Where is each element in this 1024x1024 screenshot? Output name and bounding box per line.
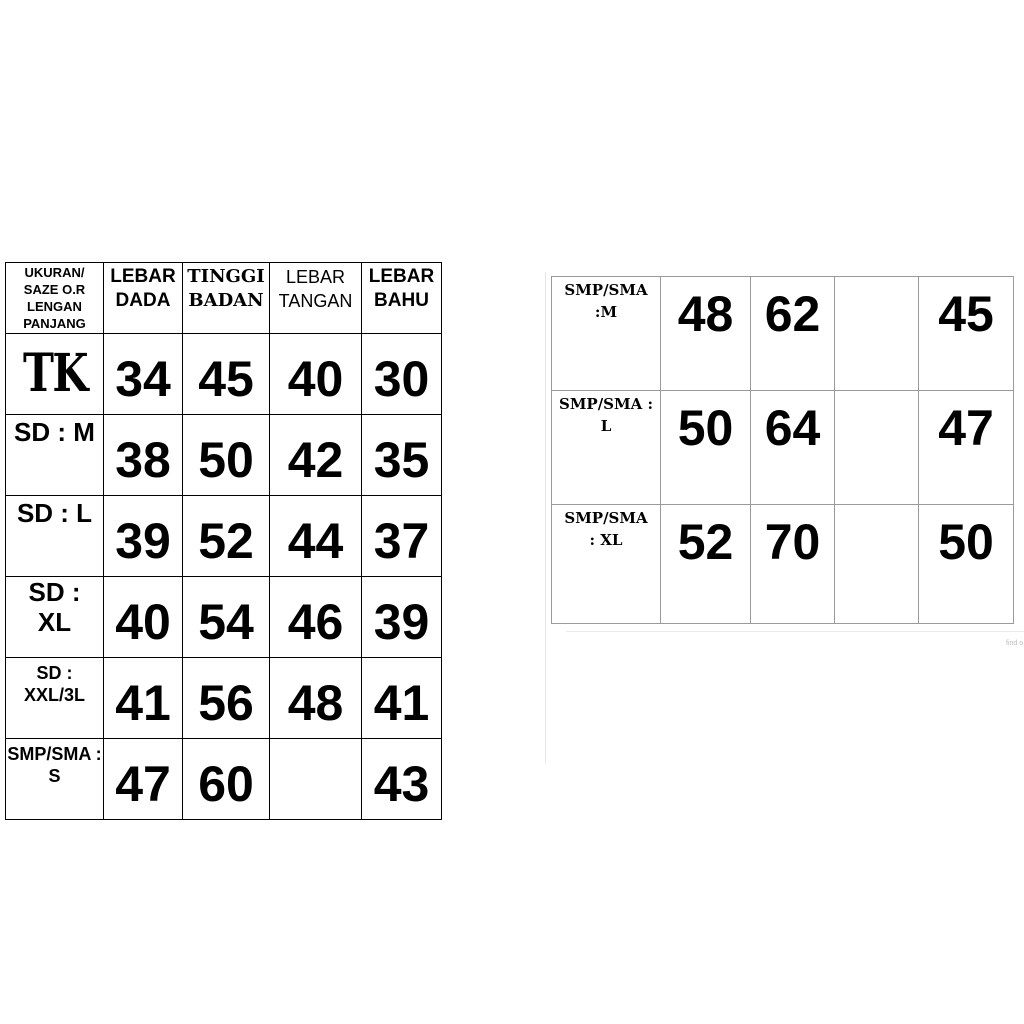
lebar-dada-cell: 47 <box>104 739 183 820</box>
lebar-tangan-cell: 42 <box>270 415 362 496</box>
size-cell: SD : XXL/3L <box>6 658 104 739</box>
size-cell: SD : M <box>6 415 104 496</box>
lebar-dada-cell: 41 <box>104 658 183 739</box>
size-label: TK <box>22 343 87 404</box>
table-row <box>6 658 442 739</box>
tinggi-badan-cell: 50 <box>183 415 270 496</box>
lebar-dada-cell: 38 <box>104 415 183 496</box>
table-row <box>552 391 1014 505</box>
tinggi-badan-cell: 45 <box>183 334 270 415</box>
lebar-tangan-cell: 46 <box>270 577 362 658</box>
watermark: find o <box>1006 640 1024 647</box>
size-cell: SMP/SMA :M <box>552 277 661 391</box>
size-chart-table-right <box>551 276 1014 624</box>
lebar-bahu-cell: 30 <box>362 334 442 415</box>
size-cell: SD : XL <box>6 577 104 658</box>
lebar-dada-cell: 39 <box>104 496 183 577</box>
size-cell <box>6 334 104 415</box>
lebar-dada-cell: 34 <box>104 334 183 415</box>
table-row <box>6 496 442 577</box>
lebar-dada-cell: 52 <box>661 505 751 624</box>
table-header-row <box>6 263 442 334</box>
size-cell: SMP/SMA : XL <box>552 505 661 624</box>
lebar-bahu-cell: 39 <box>362 577 442 658</box>
divider <box>545 272 546 764</box>
lebar-tangan-cell <box>835 391 919 505</box>
header-size: UKURAN/ SAZE O.R LENGAN PANJANG <box>6 263 104 334</box>
lebar-bahu-cell: 37 <box>362 496 442 577</box>
size-cell: SMP/SMA : S <box>6 739 104 820</box>
table-row <box>6 415 442 496</box>
tinggi-badan-cell: 62 <box>751 277 835 391</box>
header-lebar-dada: LEBAR DADA <box>104 263 183 334</box>
lebar-bahu-cell: 47 <box>919 391 1014 505</box>
tinggi-badan-cell: 64 <box>751 391 835 505</box>
lebar-bahu-cell: 43 <box>362 739 442 820</box>
header-lebar-bahu: LEBAR BAHU <box>362 263 442 334</box>
lebar-bahu-cell: 45 <box>919 277 1014 391</box>
size-cell: SD : L <box>6 496 104 577</box>
size-cell: SMP/SMA : L <box>552 391 661 505</box>
lebar-tangan-cell <box>835 505 919 624</box>
divider <box>566 631 1024 632</box>
size-chart-table-left <box>5 262 442 820</box>
tinggi-badan-cell: 52 <box>183 496 270 577</box>
header-lebar-tangan: LEBAR TANGAN <box>270 263 362 334</box>
lebar-bahu-cell: 50 <box>919 505 1014 624</box>
lebar-tangan-cell: 44 <box>270 496 362 577</box>
lebar-bahu-cell: 35 <box>362 415 442 496</box>
lebar-tangan-cell: 40 <box>270 334 362 415</box>
lebar-dada-cell: 50 <box>661 391 751 505</box>
table-row <box>552 505 1014 624</box>
lebar-dada-cell: 40 <box>104 577 183 658</box>
lebar-tangan-cell <box>835 277 919 391</box>
lebar-tangan-cell <box>270 739 362 820</box>
table-row <box>6 739 442 820</box>
table-row <box>6 334 442 415</box>
tinggi-badan-cell: 60 <box>183 739 270 820</box>
table-row <box>552 277 1014 391</box>
lebar-dada-cell: 48 <box>661 277 751 391</box>
tinggi-badan-cell: 54 <box>183 577 270 658</box>
lebar-tangan-cell: 48 <box>270 658 362 739</box>
tinggi-badan-cell: 56 <box>183 658 270 739</box>
header-tinggi-badan: TINGGI BADAN <box>183 263 270 334</box>
lebar-bahu-cell: 41 <box>362 658 442 739</box>
tinggi-badan-cell: 70 <box>751 505 835 624</box>
table-row <box>6 577 442 658</box>
